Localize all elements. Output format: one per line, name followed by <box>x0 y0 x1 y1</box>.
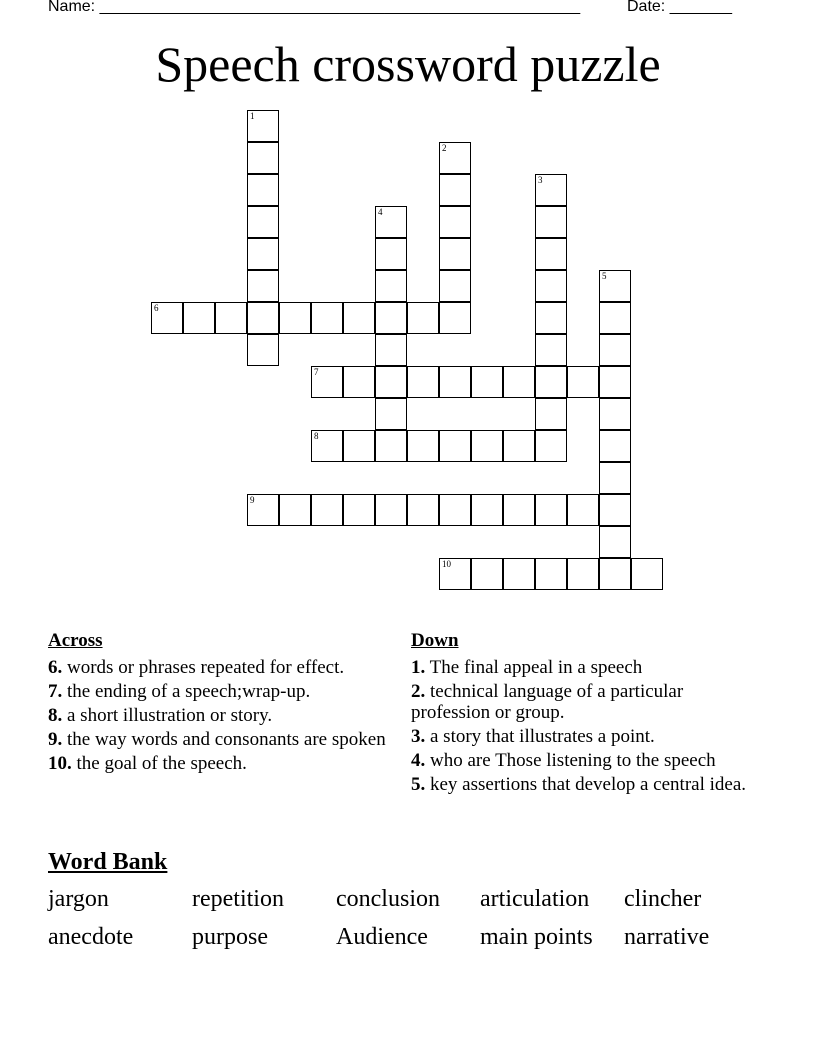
crossword-cell[interactable] <box>247 206 279 238</box>
crossword-cell[interactable] <box>407 494 439 526</box>
crossword-cell[interactable] <box>599 494 631 526</box>
crossword-cell[interactable] <box>215 302 247 334</box>
cell-number: 9 <box>250 495 255 505</box>
across-clue-list <box>48 657 393 774</box>
crossword-cell[interactable] <box>279 302 311 334</box>
clue-number: 2. <box>411 681 426 702</box>
cell-number: 7 <box>314 367 319 377</box>
word-bank-word: narrative <box>624 924 710 950</box>
crossword-cell[interactable] <box>535 430 567 462</box>
crossword-cell[interactable] <box>535 206 567 238</box>
crossword-cell[interactable] <box>247 110 279 142</box>
clue-number: 10. <box>48 753 72 774</box>
crossword-cell[interactable] <box>375 270 407 302</box>
crossword-cell[interactable] <box>375 398 407 430</box>
crossword-cell[interactable] <box>567 558 599 590</box>
crossword-cell[interactable] <box>599 430 631 462</box>
clue-text: key assertions that develop a central idea. <box>430 774 747 795</box>
cell-number: 10 <box>442 559 451 569</box>
crossword-cell[interactable] <box>535 302 567 334</box>
crossword-cell[interactable] <box>535 334 567 366</box>
clue-number: 9. <box>48 729 63 750</box>
crossword-cell[interactable] <box>439 142 471 174</box>
crossword-cell[interactable] <box>567 366 599 398</box>
crossword-cell[interactable] <box>535 494 567 526</box>
crossword-cell[interactable] <box>343 494 375 526</box>
clue-number: 1. <box>411 657 426 678</box>
crossword-cell[interactable] <box>247 494 279 526</box>
clue-text: who are Those listening to the speech <box>430 750 716 771</box>
clue-text: a story that illustrates a point. <box>430 726 655 747</box>
crossword-cell[interactable] <box>375 334 407 366</box>
down-clue <box>411 681 756 723</box>
crossword-cell[interactable] <box>247 270 279 302</box>
crossword-cell[interactable] <box>535 558 567 590</box>
crossword-cell[interactable] <box>375 206 407 238</box>
down-clue <box>411 774 756 795</box>
crossword-cell[interactable] <box>567 494 599 526</box>
word-bank-word: conclusion <box>336 886 440 912</box>
word-bank-word: jargon <box>48 886 109 912</box>
across-clue <box>48 753 393 774</box>
crossword-cell[interactable] <box>535 366 567 398</box>
crossword-cell[interactable] <box>471 558 503 590</box>
crossword-cell[interactable] <box>343 366 375 398</box>
cell-number: 8 <box>314 431 319 441</box>
crossword-cell[interactable] <box>535 174 567 206</box>
crossword-cell[interactable] <box>375 366 407 398</box>
crossword-cell[interactable] <box>535 238 567 270</box>
down-clue <box>411 750 756 771</box>
cell-number: 1 <box>250 111 255 121</box>
cell-number: 3 <box>538 175 543 185</box>
crossword-cell[interactable] <box>439 174 471 206</box>
clue-text: the ending of a speech;wrap-up. <box>67 681 311 702</box>
across-clue <box>48 657 393 678</box>
clue-number: 8. <box>48 705 63 726</box>
crossword-cell[interactable] <box>599 558 631 590</box>
across-clue <box>48 729 393 750</box>
crossword-cell[interactable] <box>407 366 439 398</box>
crossword-cell[interactable] <box>503 430 535 462</box>
down-clue <box>411 726 756 747</box>
date-field-label: Date: _______ <box>627 0 732 15</box>
crossword-cell[interactable] <box>599 302 631 334</box>
cell-number: 6 <box>154 303 159 313</box>
page-title: Speech crossword puzzle <box>155 36 661 92</box>
crossword-cell[interactable] <box>247 238 279 270</box>
crossword-cell[interactable] <box>151 302 183 334</box>
clue-number: 3. <box>411 726 426 747</box>
down-heading: Down <box>411 630 459 651</box>
cell-number: 5 <box>602 271 607 281</box>
crossword-cell[interactable] <box>599 366 631 398</box>
word-bank-word: repetition <box>192 886 284 912</box>
crossword-cell[interactable] <box>503 366 535 398</box>
clue-text: technical language of a particular profession or group. <box>411 681 684 723</box>
across-clue <box>48 705 393 726</box>
crossword-cell[interactable] <box>247 174 279 206</box>
crossword-cell[interactable] <box>311 302 343 334</box>
word-bank-word: main points <box>480 924 593 950</box>
crossword-cell[interactable] <box>375 494 407 526</box>
crossword-cell[interactable] <box>439 558 471 590</box>
crossword-cell[interactable] <box>311 494 343 526</box>
down-clues <box>411 630 756 798</box>
crossword-cell[interactable] <box>407 302 439 334</box>
crossword-cell[interactable] <box>503 494 535 526</box>
crossword-cell[interactable] <box>407 430 439 462</box>
clue-text: The final appeal in a speech <box>429 657 643 678</box>
crossword-cell[interactable] <box>535 270 567 302</box>
word-bank-title: Word Bank <box>48 849 168 875</box>
cell-number: 2 <box>442 143 447 153</box>
word-bank-word: purpose <box>192 924 268 950</box>
crossword-cell[interactable] <box>599 334 631 366</box>
crossword-cell[interactable] <box>439 238 471 270</box>
crossword-cell[interactable] <box>599 462 631 494</box>
word-bank-word: anecdote <box>48 924 134 950</box>
clue-number: 4. <box>411 750 426 771</box>
crossword-cell[interactable] <box>599 398 631 430</box>
crossword-cell[interactable] <box>439 302 471 334</box>
crossword-cell[interactable] <box>471 494 503 526</box>
clue-number: 5. <box>411 774 426 795</box>
crossword-cell[interactable] <box>311 430 343 462</box>
crossword-cell[interactable] <box>535 398 567 430</box>
crossword-cell[interactable] <box>599 270 631 302</box>
crossword-cell[interactable] <box>471 430 503 462</box>
clue-text: the goal of the speech. <box>76 753 247 774</box>
crossword-cell[interactable] <box>375 302 407 334</box>
name-field-label: Name: ______________________________________________________ <box>48 0 581 15</box>
clue-text: words or phrases repeated for effect. <box>67 657 345 678</box>
crossword-cell[interactable] <box>247 142 279 174</box>
across-heading: Across <box>48 630 103 651</box>
crossword-cell[interactable] <box>375 238 407 270</box>
down-clue-list <box>411 657 756 795</box>
crossword-cell[interactable] <box>247 334 279 366</box>
crossword-cell[interactable] <box>631 558 663 590</box>
crossword-cell[interactable] <box>503 558 535 590</box>
word-bank-word: articulation <box>480 886 590 912</box>
clue-number: 7. <box>48 681 63 702</box>
crossword-cell[interactable] <box>343 430 375 462</box>
crossword-cell[interactable] <box>279 494 311 526</box>
clue-text: a short illustration or story. <box>67 705 273 726</box>
crossword-cell[interactable] <box>471 366 503 398</box>
word-bank-word: clincher <box>624 886 702 912</box>
cell-number: 4 <box>378 207 383 217</box>
crossword-cell[interactable] <box>599 526 631 558</box>
crossword-cell[interactable] <box>439 270 471 302</box>
word-bank-word: Audience <box>336 924 428 950</box>
crossword-cell[interactable] <box>375 430 407 462</box>
crossword-cell[interactable] <box>343 302 375 334</box>
crossword-cell[interactable] <box>247 302 279 334</box>
across-clue <box>48 681 393 702</box>
crossword-cell[interactable] <box>311 366 343 398</box>
crossword-cell[interactable] <box>439 366 471 398</box>
crossword-cell[interactable] <box>439 206 471 238</box>
crossword-cell[interactable] <box>439 430 471 462</box>
across-clues <box>48 630 393 777</box>
clue-number: 6. <box>48 657 63 678</box>
crossword-cell[interactable] <box>439 494 471 526</box>
down-clue <box>411 657 756 678</box>
clue-text: the way words and consonants are spoken <box>67 729 386 750</box>
crossword-cell[interactable] <box>183 302 215 334</box>
